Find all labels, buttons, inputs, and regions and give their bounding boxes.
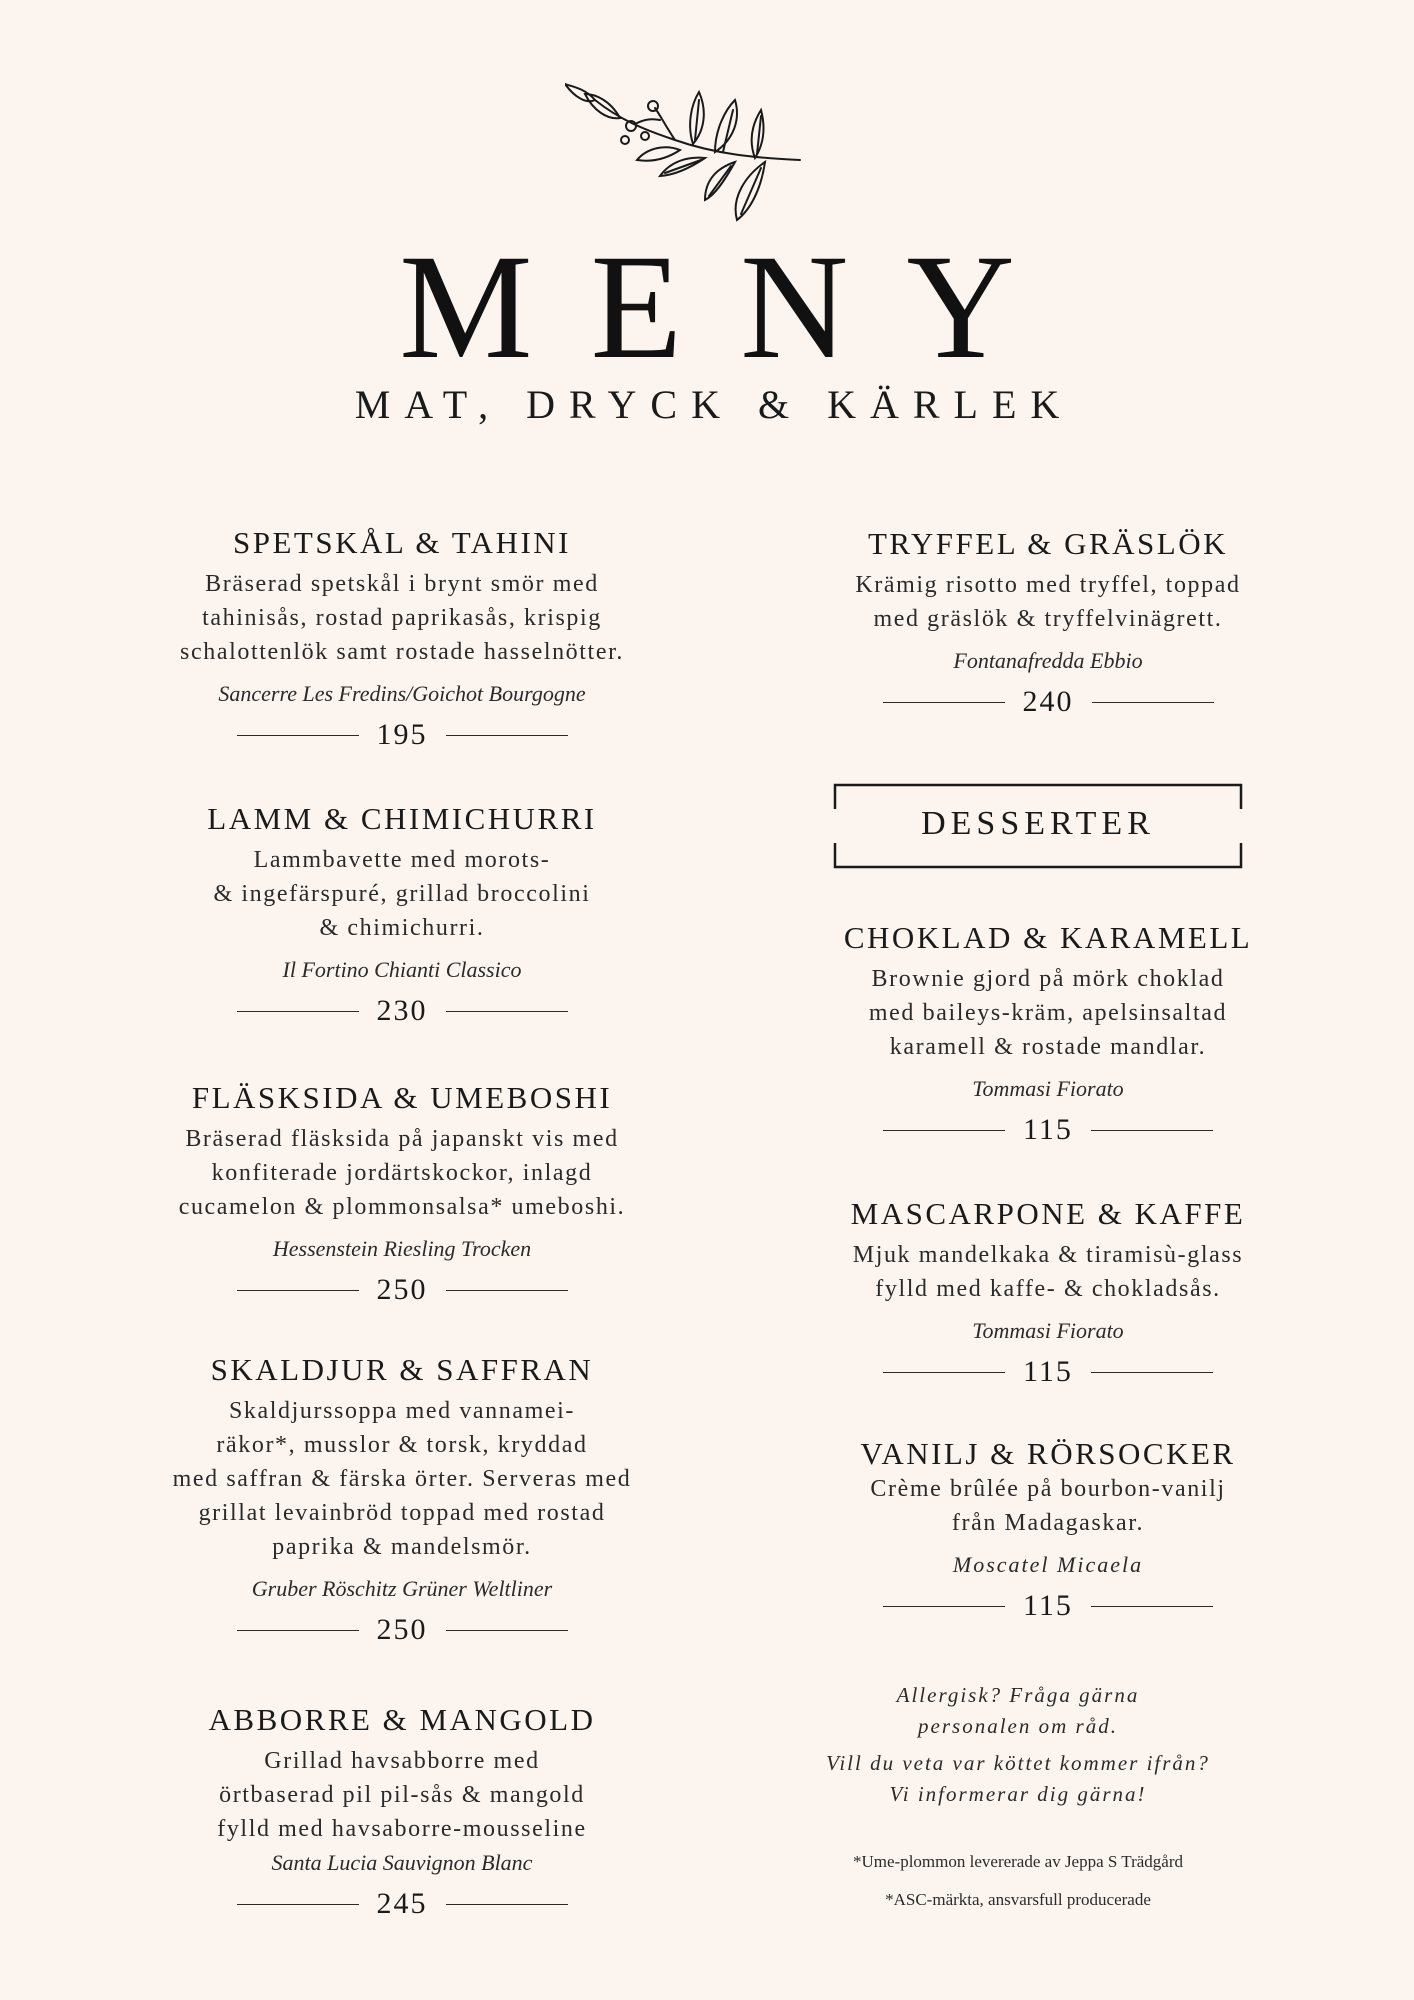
divider-line	[1092, 702, 1214, 703]
divider-line	[237, 735, 359, 736]
desserts-heading-label: DESSERTER	[921, 805, 1155, 842]
wine-pairing: Moscatel Micaela	[952, 1552, 1144, 1577]
dish-description: Lammbavette med morots- & ingefärspuré, grillad broccolini & chimichurri.	[213, 847, 591, 941]
dish-price: 115	[1023, 1355, 1073, 1388]
divider-line	[446, 1290, 568, 1291]
menu-item	[778, 920, 1318, 1148]
divider-line	[446, 735, 568, 736]
dish-description: Grillad havsabborre med örtbaserad pil pil-sås & mangold fylld med havsaborre-mousseline	[217, 1748, 587, 1842]
dish-price: 115	[1023, 1113, 1073, 1146]
divider-line	[1091, 1606, 1213, 1607]
divider-line	[883, 1606, 1005, 1607]
wine-pairing: Gruber Röschitz Grüner Weltliner	[251, 1576, 553, 1601]
dish-name: SKALDJUR & SAFFRAN	[210, 1352, 594, 1387]
dish-description: Brownie gjord på mörk choklad med baileys-kräm, apelsinsaltad karamell & rostade mandlar.	[868, 966, 1228, 1060]
dish-name: MASCARPONE & KAFFE	[850, 1196, 1246, 1231]
allergy-note: Allergisk? Fråga gärna personalen om råd.	[896, 1683, 1140, 1738]
dish-price: 115	[1023, 1589, 1073, 1622]
divider-line	[883, 702, 1005, 703]
price-row	[778, 684, 1318, 720]
dish-name: FLÄSKSIDA & UMEBOSHI	[191, 1080, 613, 1115]
divider-line	[237, 1904, 359, 1905]
price-row	[132, 1272, 672, 1308]
price-row	[778, 1354, 1318, 1390]
dish-description: Skaldjurssoppa med vannamei- räkor*, musslor & torsk, kryddad med saffran & färska örter. Serveras med grillat levainbröd toppad med rostad paprika & mandelsmör.	[172, 1398, 632, 1560]
dish-description: Mjuk mandelkaka & tiramisù-glass fylld med kaffe- & chokladsås.	[852, 1242, 1244, 1302]
meat-origin-note: Vill du veta var köttet kommer ifrån? Vi informerar dig gärna!	[826, 1751, 1210, 1806]
dish-name: ABBORRE & MANGOLD	[208, 1702, 596, 1737]
divider-line	[237, 1630, 359, 1631]
menu-item	[778, 1436, 1318, 1624]
menu-item	[132, 1352, 672, 1648]
divider-line	[446, 1630, 568, 1631]
dish-price: 240	[1022, 685, 1074, 718]
menu-title: MENY	[399, 224, 1073, 390]
divider-line	[883, 1130, 1005, 1131]
divider-line	[237, 1290, 359, 1291]
divider-line	[1091, 1130, 1213, 1131]
dish-name: TRYFFEL & GRÄSLÖK	[867, 526, 1228, 561]
divider-line	[446, 1904, 568, 1905]
menu-item	[778, 526, 1318, 720]
divider-line	[237, 1011, 359, 1012]
dish-price: 250	[376, 1613, 428, 1646]
dish-price: 245	[376, 1887, 428, 1920]
wine-pairing: Tommasi Fiorato	[972, 1076, 1124, 1101]
wine-pairing: Tommasi Fiorato	[972, 1318, 1124, 1343]
wine-pairing: Hessenstein Riesling Trocken	[272, 1236, 532, 1261]
wine-pairing: Sancerre Les Fredins/Goichot Bourgogne	[218, 681, 586, 706]
divider-line	[1091, 1372, 1213, 1373]
menu-item	[132, 1702, 672, 1922]
dish-name: VANILJ & RÖRSOCKER	[860, 1436, 1236, 1471]
menu-item	[132, 525, 672, 753]
menu-item	[132, 801, 672, 1029]
dish-description: Bräserad fläsksida på japanskt vis med konfiterade jordärtskockor, inlagd cucamelon & plommonsalsa* umeboshi.	[178, 1126, 626, 1220]
footnote: *ASC-märkta, ansvarsfull producerade	[885, 1890, 1151, 1909]
dish-price: 250	[376, 1273, 428, 1306]
wine-pairing: Il Fortino Chianti Classico	[282, 957, 522, 982]
price-row	[132, 717, 672, 753]
footnote: *Ume-plommon levererade av Jeppa S Trädgård	[853, 1852, 1183, 1871]
desserts-heading	[833, 783, 1243, 869]
price-row	[132, 1612, 672, 1648]
dish-price: 230	[376, 994, 428, 1027]
dish-name: CHOKLAD & KARAMELL	[843, 920, 1253, 955]
menu-subtitle: MAT, DRYCK & KÄRLEK	[354, 382, 1074, 427]
menu-item	[778, 1196, 1318, 1390]
divider-line	[883, 1372, 1005, 1373]
wine-pairing: Santa Lucia Sauvignon Blanc	[271, 1850, 533, 1875]
dish-price: 195	[376, 718, 428, 751]
price-row	[778, 1112, 1318, 1148]
price-row	[132, 1886, 672, 1922]
price-row	[132, 993, 672, 1029]
dish-description: Crème brûlée på bourbon-vanilj från Madagaskar.	[870, 1476, 1226, 1536]
leaf-sprig-icon	[565, 80, 805, 230]
dish-description: Krämig risotto med tryffel, toppad med gräslök & tryffelvinägrett.	[855, 572, 1241, 632]
divider-line	[446, 1011, 568, 1012]
dish-description: Bräserad spetskål i brynt smör med tahinisås, rostad paprikasås, krispig schalottenlök samt rostade hasselnötter.	[180, 571, 624, 665]
dish-name: LAMM & CHIMICHURRI	[207, 801, 597, 836]
menu-item	[132, 1080, 672, 1308]
wine-pairing: Fontanafredda Ebbio	[953, 648, 1143, 673]
price-row	[778, 1588, 1318, 1624]
dish-name: SPETSKÅL & TAHINI	[233, 525, 571, 560]
